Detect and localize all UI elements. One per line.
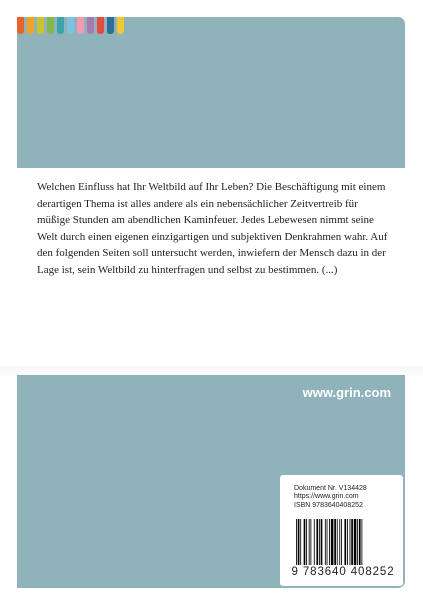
isbn-text: ISBN 9783640408252 (294, 501, 363, 509)
blurb-text: Welchen Einfluss hat Ihr Weltbild auf Ihr Leben? Die Beschäftigung mit einem derartigen Thema ist alles andere als ein nebensächlicher Zeitvertreib für müßige Stunden am abendlichen Kaminfeuer. Jedes Lebewesen nimmt seine Welt durch einen eigenen einzigartigen und subjektiven Denkrahmen wahr. Auf den folgenden Seiten soll untersucht werden, inwiefern der Mensch dazu in der Lage ist, sein Weltbild zu hinterfragen und selbst zu bestimmen. (...) (37, 181, 388, 276)
color-stripe (117, 17, 124, 34)
color-stripe (77, 17, 84, 34)
color-stripes (17, 17, 127, 34)
color-stripe (67, 17, 74, 34)
color-stripe (47, 17, 54, 34)
color-stripe (37, 17, 44, 34)
isbn-info-box (280, 475, 403, 586)
color-stripe (27, 17, 34, 34)
info-url: https://www.grin.com (294, 493, 359, 501)
color-stripe (17, 17, 24, 34)
cover-image-panel (17, 17, 405, 168)
barcode-number: 9 783640 408252 (291, 566, 395, 578)
publisher-url[interactable]: www.grin.com (302, 385, 391, 400)
color-stripe (97, 17, 104, 34)
color-stripe (57, 17, 64, 34)
back-cover-blurb (37, 179, 389, 279)
barcode-icon (294, 519, 390, 565)
color-stripe (107, 17, 114, 34)
color-stripe (87, 17, 94, 34)
publisher-panel (17, 375, 405, 588)
document-number: Dokument Nr. V134428 (294, 485, 367, 492)
